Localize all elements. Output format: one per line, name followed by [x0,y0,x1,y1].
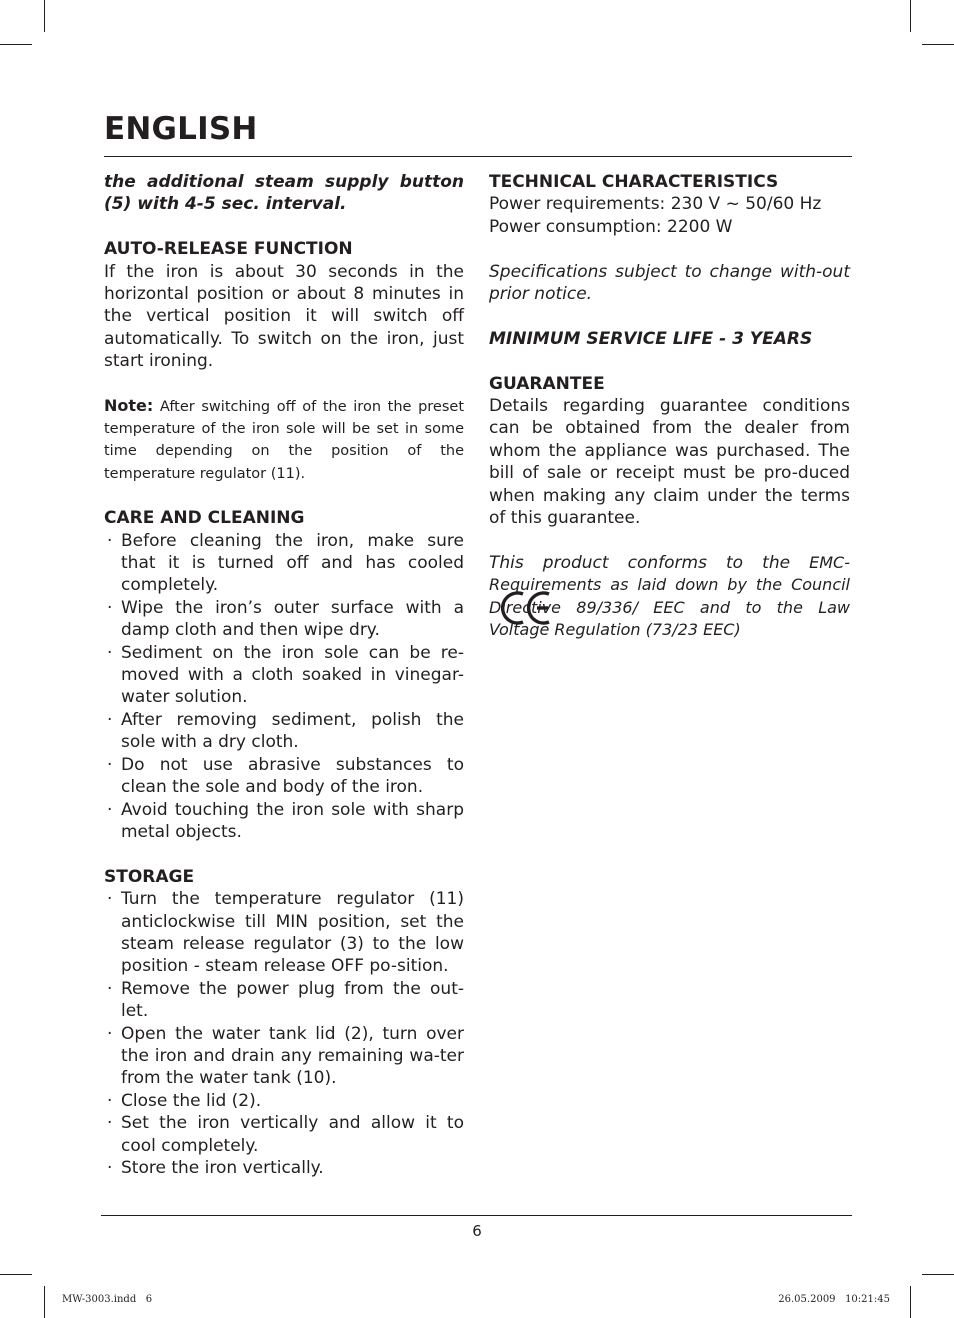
list-item: · Store the iron vertically. [107,1158,324,1178]
list-item: · Do not use abrasive substances to clean the sole and body of the iron. [107,754,464,798]
steam-continuation: the additional steam supply button (5) with 4-5 sec. interval. [104,172,464,215]
list-item: · Remove the power plug from the out-let. [107,978,464,1022]
crop-mark [922,44,954,45]
storage-heading: STORAGE [104,866,195,887]
spec-note: Specifications subject to change with-out prior notice. [489,261,850,305]
list-item: · After removing sediment, polish the sole with a dry cloth. [107,709,464,753]
list-item: · Close the lid (2). [107,1090,262,1111]
crop-mark [910,1286,911,1318]
ce-text: EMC-Requirements as laid down by the Council Directive 89/336/ EEC and to the Law Voltage Regulation (73/23 EEC) [489,552,850,640]
care-heading: CARE AND CLEANING [104,508,305,529]
crop-mark [0,44,32,45]
service-life: MINIMUM SERVICE LIFE - 3 YEARS [489,328,813,349]
list-item: · Open the water tank lid (2), turn over the iron and drain any remaining wa-ter from the water tank (10). [107,1023,464,1089]
crop-mark [922,1274,954,1275]
list-item: · Before cleaning the iron, make sure that it is turned off and has cooled completely. [107,530,464,596]
note-paragraph [104,395,464,485]
power-consumption: Power consumption: 2200 W [489,216,733,237]
right-column [489,171,850,641]
note-label: Note: [104,396,154,416]
guarantee-heading: GUARANTEE [489,373,605,394]
storage-list [104,888,464,1179]
tech-heading: TECHNICAL CHARACTERISTICS [489,172,779,192]
crop-mark [44,0,45,32]
header-rule [104,156,852,157]
crop-mark [0,1274,32,1275]
ce-lead: This product conforms to the [489,552,791,573]
slug-timestamp: 26.05.2009 10:21:45 [778,1294,890,1305]
list-item: · Avoid touching the iron sole with sharp metal objects. [107,799,464,842]
ce-mark-icon [501,588,555,628]
crop-mark [910,0,911,32]
slug-filename: MW-3003.indd 6 [62,1294,153,1305]
list-item: · Wipe the iron’s outer surface with a damp cloth and then wipe dry. [107,597,464,641]
page-number: 6 [472,1222,482,1240]
list-item: · Turn the temperature regulator (11) anticlockwise till MIN position, set the steam release regulator (3) to the low position - steam release OFF po-sition. [107,889,464,977]
list-item: · Sediment on the iron sole can be re-moved with a cloth soaked in vinegar-water solution. [107,642,464,708]
page-title: ENGLISH [104,111,258,147]
auto-release-text: If the iron is about 30 seconds in the horizontal position or about 8 minutes in the vertical position it will switch off automatically. To switch on the iron, just start ironing. [104,261,464,372]
power-requirements: Power requirements: 230 V ~ 50/60 Hz [489,194,822,215]
guarantee-text: Details regarding guarantee conditions can be obtained from the dealer from whom the appliance was purchased. The bill of sale or receipt must be pro-duced when making any claim under the terms of this guarantee. [489,396,850,529]
left-column [104,171,464,1179]
note-text: After switching off of the iron the preset temperature of the iron sole will be set in some time depending on the position of the temperature regulator (11). [104,399,464,482]
care-list [104,530,464,844]
ce-conformity [489,552,850,642]
list-item: · Set the iron vertically and allow it to cool completely. [107,1113,464,1156]
auto-release-heading: AUTO-RELEASE FUNCTION [104,239,353,260]
crop-mark [44,1286,45,1318]
footer-rule [101,1215,852,1216]
